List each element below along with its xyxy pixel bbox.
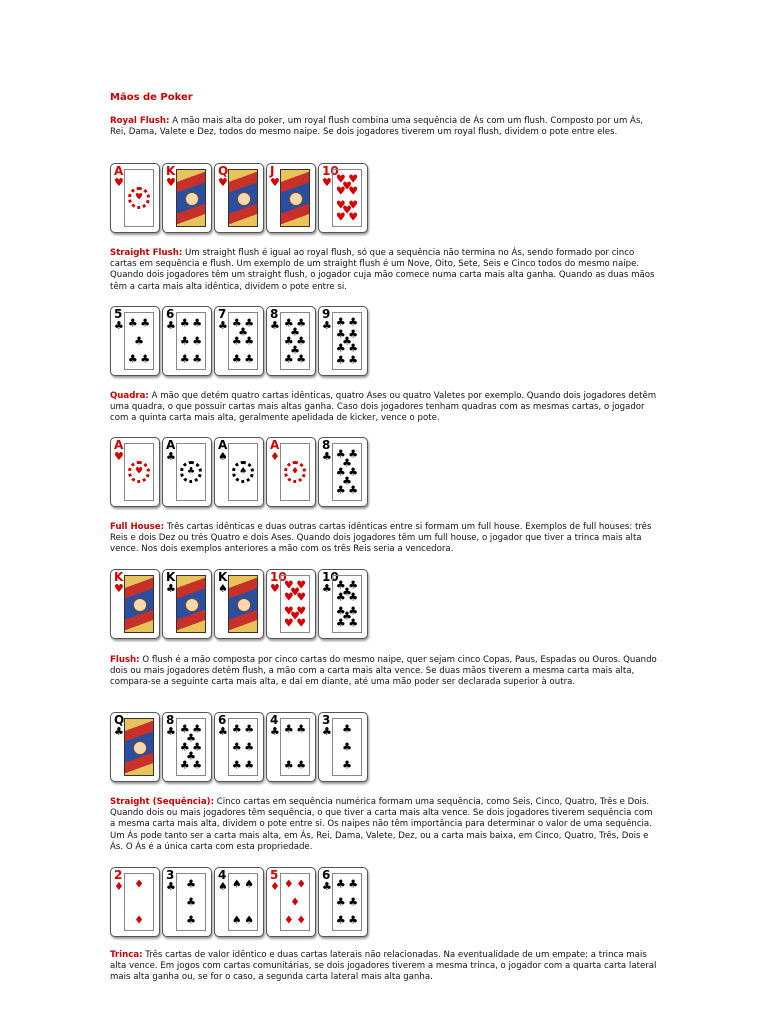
suit-icon: ♣: [335, 447, 346, 461]
playing-card: [162, 306, 212, 376]
playing-card: [318, 306, 368, 376]
playing-card: [318, 712, 368, 782]
playing-card: [266, 437, 316, 507]
suit-icon: ♣: [322, 450, 332, 463]
section-term: Royal Flush:: [110, 116, 170, 126]
suit-icon: ♥: [270, 176, 280, 189]
suit-icon: ♣: [166, 319, 176, 332]
suit-icon: ♣: [335, 341, 346, 355]
suit-icon: ♣: [192, 352, 203, 366]
card-face: [280, 575, 310, 633]
card-rank: A: [114, 164, 124, 178]
suit-icon: ♥: [114, 450, 124, 463]
card-rank: 6: [166, 307, 175, 321]
suit-icon: ♥: [134, 192, 144, 203]
card-face: [332, 169, 362, 227]
suit-icon: ♣: [179, 740, 190, 754]
suit-icon: ♥: [283, 616, 294, 630]
suit-icon: ♣: [231, 758, 242, 772]
playing-card: [214, 437, 264, 507]
card-row: [110, 437, 710, 509]
suit-icon: ♣: [348, 353, 359, 367]
playing-card: [214, 163, 264, 233]
card-rank: Q: [114, 713, 125, 727]
suit-icon: ♣: [322, 319, 332, 332]
suit-icon: ♣: [348, 590, 359, 604]
suit-icon: ♣: [244, 334, 255, 348]
suit-icon: ♣: [270, 319, 280, 332]
suit-icon: ♦: [134, 913, 144, 927]
card-face: [280, 873, 310, 931]
suit-icon: ♥: [335, 198, 346, 212]
section-text: O flush é a mão composta por cinco cartas do mesmo naipe, quer sejam cinco Copas, Paus, Espadas ou Ouros. Quando dois ou mais jogadores detêm flush, a mão com a carta mais alta vence. Se duas mãos tiverem a mesma carta mais alta, compara-se a seguinte carta mais alta, e daí em diante, até uma mão poder ser declarada superior à outra.: [110, 655, 657, 688]
suit-icon: ♣: [192, 334, 203, 348]
suit-icon: ♣: [342, 758, 352, 772]
card-rank: 10: [322, 570, 339, 584]
court-figure-icon: [176, 169, 206, 227]
suit-icon: ♣: [322, 880, 332, 893]
section-term: Flush:: [110, 655, 140, 665]
suit-icon: ♠: [231, 877, 242, 891]
suit-icon: ♣: [244, 740, 255, 754]
section-straight-flush: [110, 248, 658, 293]
suit-icon: ♣: [342, 474, 352, 488]
suit-icon: ♣: [186, 731, 196, 745]
playing-card: [110, 712, 160, 782]
card-rank: 10: [270, 570, 287, 584]
suit-icon: ♣: [348, 483, 359, 497]
suit-icon: ♣: [166, 582, 176, 595]
suit-icon: ♣: [296, 334, 307, 348]
suit-icon: ♣: [186, 877, 196, 891]
suit-icon: ♥: [283, 604, 294, 618]
suit-icon: ♣: [218, 725, 228, 738]
card-face: [280, 718, 310, 776]
playing-card: [162, 712, 212, 782]
card-rank: 2: [114, 868, 123, 882]
playing-card: [162, 163, 212, 233]
suit-icon: ♥: [134, 466, 144, 477]
card-rank: J: [270, 164, 275, 178]
page-title: Mãos de Poker: [110, 92, 193, 103]
card-rank: 7: [218, 307, 227, 321]
suit-icon: ♥: [335, 172, 346, 186]
suit-icon: ♣: [348, 604, 359, 618]
suit-icon: ♣: [244, 316, 255, 330]
suit-icon: ♣: [335, 877, 346, 891]
card-face: [228, 443, 258, 501]
card-rank: 5: [114, 307, 123, 321]
suit-icon: ♣: [140, 316, 151, 330]
suit-icon: ♥: [342, 179, 352, 193]
card-rank: K: [166, 164, 176, 178]
card-face: [332, 443, 362, 501]
section-term: Quadra:: [110, 391, 149, 401]
suit-icon: ♣: [134, 334, 144, 348]
suit-icon: ♣: [335, 327, 346, 341]
card-face: [332, 873, 362, 931]
playing-card: [110, 569, 160, 639]
suit-icon: ♣: [244, 722, 255, 736]
suit-icon: ♥: [342, 203, 352, 217]
suit-icon: ♦: [270, 450, 280, 463]
suit-icon: ♣: [114, 319, 124, 332]
card-rank: 8: [270, 307, 279, 321]
section-text: Cinco cartas em sequência numérica formam uma sequência, como Seis, Cinco, Quatro, Três e Dois. Quando dois ou mais jogadores têm sequência, o que tiver a carta mais alta vence. Se dois jogadores tiverem sequência com a mesma carta mais alta, dividem o pote entre si. Os naipes não têm importância para determinar o valor de uma sequência. Um Ás pode tanto ser a carta mais alta, em Ás, Rei, Dama, Valete, Dez, ou a carta mais baixa, em Cinco, Quatro, Três, Dois e Ás. O Ás é a única carta com esta propriedade.: [110, 797, 653, 852]
card-rank: 8: [166, 713, 175, 727]
card-rank: Q: [218, 164, 229, 178]
playing-card: [318, 867, 368, 937]
suit-icon: ♣: [192, 316, 203, 330]
card-row: [110, 569, 710, 641]
card-face: [332, 575, 362, 633]
card-face: [124, 443, 154, 501]
suit-icon: ♠: [218, 450, 228, 463]
suit-icon: ♣: [244, 352, 255, 366]
suit-icon: ♣: [348, 327, 359, 341]
playing-card: [162, 569, 212, 639]
card-face: [176, 443, 206, 501]
suit-icon: ♣: [335, 616, 346, 630]
suit-icon: ♣: [342, 722, 352, 736]
card-face: [332, 312, 362, 370]
playing-card: [318, 437, 368, 507]
suit-icon: ♣: [231, 722, 242, 736]
card-row: [110, 306, 710, 378]
suit-icon: ♥: [270, 582, 280, 595]
suit-icon: ♣: [342, 585, 352, 599]
suit-icon: ♣: [335, 315, 346, 329]
suit-icon: ♣: [244, 758, 255, 772]
playing-card: [266, 163, 316, 233]
court-figure-icon: [176, 575, 206, 633]
suit-icon: ♣: [342, 334, 352, 348]
suit-icon: ♣: [348, 913, 359, 927]
suit-icon: ♣: [283, 758, 294, 772]
playing-card: [266, 569, 316, 639]
court-figure-icon: [124, 575, 154, 633]
card-rank: K: [114, 570, 124, 584]
suit-icon: ♥: [322, 176, 332, 189]
suit-icon: ♠: [238, 466, 248, 477]
playing-card: [318, 163, 368, 233]
playing-card: [214, 867, 264, 937]
suit-icon: ♣: [335, 590, 346, 604]
card-face: [176, 718, 206, 776]
suit-icon: ♦: [296, 877, 307, 891]
suit-icon: ♦: [270, 880, 280, 893]
suit-icon: ♦: [283, 913, 294, 927]
section-flush: [110, 655, 658, 689]
suit-icon: ♣: [342, 740, 352, 754]
suit-icon: ♣: [342, 456, 352, 470]
card-rank: 3: [322, 713, 331, 727]
card-face: [228, 312, 258, 370]
playing-card: [110, 163, 160, 233]
playing-card: [266, 712, 316, 782]
card-rank: 5: [270, 868, 279, 882]
suit-icon: ♣: [335, 604, 346, 618]
suit-icon: ♣: [186, 913, 196, 927]
suit-icon: ♣: [335, 578, 346, 592]
card-rank: 10: [322, 164, 339, 178]
suit-icon: ♣: [270, 725, 280, 738]
suit-icon: ♥: [348, 210, 359, 224]
suit-icon: ♣: [348, 341, 359, 355]
suit-icon: ♣: [192, 740, 203, 754]
section-text: Três cartas de valor idêntico e duas cartas laterais não relacionadas. Na eventualidade de um empate: a trinca mais alta vence. Em jogos com cartas comunitárias, se dois jogadores tiverem a mesma trinca, o jogador com a quarta carta lateral mais alta ganha ou, se for o caso, a segunda carta lateral mais alta ganha.: [110, 950, 657, 983]
suit-icon: ♣: [283, 352, 294, 366]
suit-icon: ♥: [290, 609, 300, 623]
suit-icon: ♣: [348, 315, 359, 329]
court-figure-icon: [280, 169, 310, 227]
suit-icon: ♠: [244, 877, 255, 891]
suit-icon: ♠: [244, 913, 255, 927]
suit-icon: ♣: [335, 353, 346, 367]
suit-icon: ♥: [348, 184, 359, 198]
card-rank: A: [114, 438, 124, 452]
suit-icon: ♥: [348, 172, 359, 186]
suit-icon: ♣: [348, 895, 359, 909]
suit-icon: ♥: [335, 184, 346, 198]
suit-icon: ♣: [348, 465, 359, 479]
card-rank: K: [218, 570, 228, 584]
playing-card: [110, 306, 160, 376]
suit-icon: ♣: [296, 352, 307, 366]
suit-icon: ♣: [192, 758, 203, 772]
suit-icon: ♦: [134, 877, 144, 891]
card-face: [228, 718, 258, 776]
suit-icon: ♦: [290, 895, 300, 909]
suit-icon: ♣: [186, 749, 196, 763]
suit-icon: ♣: [296, 316, 307, 330]
suit-icon: ♣: [231, 316, 242, 330]
suit-icon: ♦: [296, 913, 307, 927]
court-figure-icon: [124, 718, 154, 776]
suit-icon: ♣: [166, 725, 176, 738]
section-trinca: [110, 950, 658, 984]
section-royal-flush: [110, 116, 658, 138]
section-term: Trinca:: [110, 950, 143, 960]
suit-icon: ♣: [179, 722, 190, 736]
suit-icon: ♣: [283, 722, 294, 736]
playing-card: [162, 867, 212, 937]
card-rank: 9: [322, 307, 331, 321]
playing-card: [110, 437, 160, 507]
suit-icon: ♣: [127, 316, 138, 330]
suit-icon: ♣: [348, 447, 359, 461]
suit-icon: ♣: [166, 450, 176, 463]
suit-icon: ♣: [335, 913, 346, 927]
card-rank: A: [166, 438, 176, 452]
suit-icon: ♣: [335, 483, 346, 497]
card-row: [110, 163, 710, 235]
suit-icon: ♣: [218, 319, 228, 332]
card-rank: A: [270, 438, 280, 452]
suit-icon: ♣: [283, 334, 294, 348]
card-face: [280, 443, 310, 501]
playing-card: [162, 437, 212, 507]
suit-icon: ♥: [296, 616, 307, 630]
suit-icon: ♣: [322, 582, 332, 595]
card-row: [110, 867, 710, 939]
card-rank: 3: [166, 868, 175, 882]
playing-card: [318, 569, 368, 639]
suit-icon: ♣: [322, 725, 332, 738]
playing-card: [214, 569, 264, 639]
suit-icon: ♠: [218, 582, 228, 595]
card-face: [124, 312, 154, 370]
suit-icon: ♣: [238, 325, 248, 339]
court-figure-icon: [228, 169, 258, 227]
section-text: Um straight flush é igual ao royal flush, só que a sequência não termina no Ás, sendo formado por cinco cartas em sequência e flush. Um exemplo de um straight flush é um Nove, Oito, Sete, Seis e Cinco todos do mesmo naipe. Quando dois jogadores têm um straight flush, o jogador cuja mão comece numa carta mais alta ganha. Quando as duas mãos têm a carta mais alta idêntica, dividem o pote entre si.: [110, 248, 655, 292]
suit-icon: ♣: [348, 877, 359, 891]
suit-icon: ♣: [127, 352, 138, 366]
suit-icon: ♥: [348, 198, 359, 212]
playing-card: [214, 306, 264, 376]
section-full-house: [110, 522, 658, 556]
suit-icon: ♣: [296, 758, 307, 772]
suit-icon: ♣: [231, 352, 242, 366]
suit-icon: ♣: [283, 316, 294, 330]
card-face: [176, 873, 206, 931]
card-face: [124, 873, 154, 931]
suit-icon: ♣: [186, 466, 196, 477]
card-rank: 6: [218, 713, 227, 727]
card-rank: 4: [218, 868, 227, 882]
card-face: [280, 312, 310, 370]
card-rank: A: [218, 438, 228, 452]
card-face: [124, 169, 154, 227]
suit-icon: ♥: [283, 578, 294, 592]
section-term: Straight (Sequência):: [110, 797, 215, 807]
card-face: [332, 718, 362, 776]
playing-card: [110, 867, 160, 937]
section-term: Full House:: [110, 522, 165, 532]
suit-icon: ♥: [296, 578, 307, 592]
card-rank: K: [166, 570, 176, 584]
suit-icon: ♥: [218, 176, 228, 189]
section-text: Três cartas idênticas e duas outras cartas idênticas entre si formam um full house. Exemplos de full houses: três Reis e dois Dez ou três Quatro e dois Ases. Quando dois jogadores têm um full house, o jogador que tiver a trinca mais alta vence. Nos dois exemplos anteriores a mão com os três Reis seria a vencedora.: [110, 522, 652, 555]
suit-icon: ♥: [335, 210, 346, 224]
suit-icon: ♣: [166, 880, 176, 893]
suit-icon: ♦: [283, 877, 294, 891]
suit-icon: ♣: [290, 343, 300, 357]
suit-icon: ♣: [335, 465, 346, 479]
suit-icon: ♣: [114, 725, 124, 738]
suit-icon: ♦: [114, 880, 124, 893]
suit-icon: ♣: [192, 722, 203, 736]
playing-card: [266, 306, 316, 376]
card-face: [228, 873, 258, 931]
suit-icon: ♣: [179, 352, 190, 366]
suit-icon: ♣: [348, 578, 359, 592]
suit-icon: ♥: [290, 585, 300, 599]
section-quadra: [110, 391, 658, 425]
suit-icon: ♥: [283, 590, 294, 604]
section-text: A mão que detém quatro cartas idênticas, quatro Ases ou quatro Valetes por exemplo. Quando dois jogadores detêm uma quadra, o que possuir cartas mais altas ganha. Caso dois jogadores tenham quadras com as mesmas cartas, o jogador com a quinta carta mais alta, geralmente apelidada de kicker, vence o pote.: [110, 391, 657, 424]
suit-icon: ♣: [348, 616, 359, 630]
section-term: Straight Flush:: [110, 248, 183, 258]
suit-icon: ♥: [296, 604, 307, 618]
suit-icon: ♥: [296, 590, 307, 604]
suit-icon: ♣: [179, 334, 190, 348]
card-face: [176, 312, 206, 370]
suit-icon: ♦: [290, 466, 300, 477]
suit-icon: ♠: [231, 913, 242, 927]
playing-card: [266, 867, 316, 937]
suit-icon: ♣: [231, 740, 242, 754]
suit-icon: ♠: [218, 880, 228, 893]
suit-icon: ♥: [114, 176, 124, 189]
suit-icon: ♣: [231, 334, 242, 348]
suit-icon: ♣: [335, 895, 346, 909]
court-figure-icon: [228, 575, 258, 633]
card-rank: 6: [322, 868, 331, 882]
suit-icon: ♣: [342, 609, 352, 623]
suit-icon: ♣: [186, 895, 196, 909]
suit-icon: ♣: [140, 352, 151, 366]
suit-icon: ♥: [166, 176, 176, 189]
card-rank: 4: [270, 713, 279, 727]
suit-icon: ♣: [179, 758, 190, 772]
suit-icon: ♣: [296, 722, 307, 736]
card-row: [110, 712, 710, 784]
suit-icon: ♥: [114, 582, 124, 595]
playing-card: [214, 712, 264, 782]
suit-icon: ♣: [179, 316, 190, 330]
section-text: A mão mais alta do poker, um royal flush combina uma sequência de Ás com um flush. Composto por um Ás, Rei, Dama, Valete e Dez, todos do mesmo naipe. Se dois jogadores tiverem um royal flush, dividem o pote entre eles.: [110, 116, 644, 138]
section-straight: [110, 797, 658, 853]
card-rank: 8: [322, 438, 331, 452]
suit-icon: ♣: [290, 325, 300, 339]
